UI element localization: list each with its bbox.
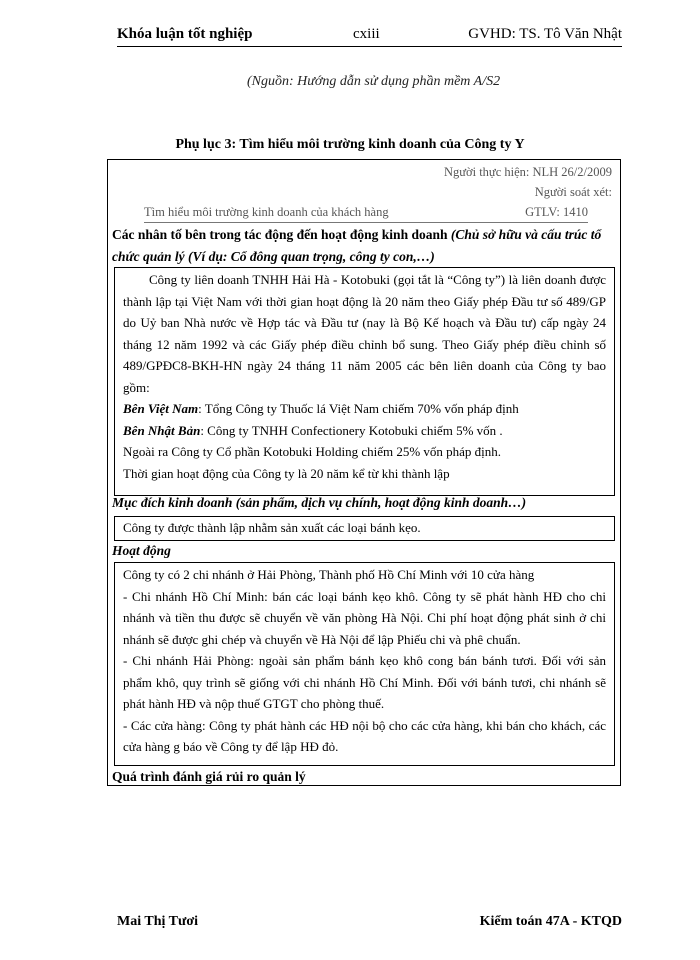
vietnam-party-text: : Tổng Công ty Thuốc lá Việt Nam chiếm 70% vốn pháp định bbox=[198, 401, 519, 416]
japan-party-text: : Công ty TNHH Confectionery Kotobuki chiếm 5% vốn . bbox=[200, 422, 503, 438]
section-internal-factors-heading bbox=[112, 224, 616, 268]
operating-period-line: Thời gian hoạt động của Công ty là 20 năm kể từ khi thành lập bbox=[123, 465, 450, 481]
japan-party-label: Bên Nhật Bản bbox=[123, 422, 201, 438]
footer-author: Mai Thị Tươi bbox=[117, 914, 198, 929]
working-paper-form bbox=[107, 159, 621, 786]
vietnam-party-line bbox=[123, 398, 606, 420]
haiphong-branch-paragraph: - Chi nhánh Hải Phòng: ngoài sản phẩm bánh kẹo khô cong bán bánh tươi. Đối với sản phẩm khô, quy trình sẽ giống với chi nhánh Hồ Chí Minh. Đối với bánh tươi, chi nhánh sẽ phát hành HĐ và nộp thuế GTGT cho phòng thuế. bbox=[123, 653, 606, 711]
footer-class: Kiểm toán 47A - KTQD bbox=[479, 914, 622, 929]
section-internal-factors-title: Các nhân tố bên trong tác động đến hoạt động kinh doanh bbox=[112, 227, 451, 242]
header-thesis-title: Khóa luận tốt nghiệp bbox=[117, 26, 253, 42]
business-purpose-box bbox=[114, 516, 615, 541]
section-internal-factors-subtitle: (Chủ sở hữu và cấu trúc tổ chức quản lý (Ví dụ: Cổ đông quan trọng, công ty con,…) bbox=[112, 227, 602, 264]
section-risk-assessment-heading: Quá trình đánh giá rủi ro quản lý bbox=[112, 769, 306, 784]
section-business-purpose-heading: Mục đích kinh doanh (sản phẩm, dịch vụ chính, hoạt động kinh doanh…) bbox=[112, 495, 527, 510]
header-page-number: cxiii bbox=[353, 26, 380, 42]
stores-paragraph: - Các cửa hàng: Công ty phát hành các HĐ nội bộ cho các cửa hàng, khi bán cho khách, các cửa hàng g báo về Công ty để lập HĐ đỏ. bbox=[123, 717, 606, 754]
document-title-line bbox=[144, 205, 588, 223]
operations-box bbox=[114, 562, 615, 766]
internal-factors-box bbox=[114, 267, 615, 496]
source-note: (Nguồn: Hướng dẫn sử dụng phần mềm A/S2 bbox=[247, 74, 501, 89]
page-footer bbox=[117, 914, 622, 936]
company-intro-paragraph: Công ty liên doanh TNHH Hải Hà - Kotobuki (gọi tắt là “Công ty”) là liên doanh được thành lập tại Việt Nam với thời gian hoạt động là 20 năm theo Giấy phép Đầu tư số 489/GP do Uỷ ban Nhà nước về Hợp tác và Đầu tư (nay là Bộ Kế hoạch và Đầu tư) cấp ngày 24 tháng 12 năm 1992 và các Giấy phép điều chỉnh bổ sung. Theo Giấy phép điều chỉnh số 489/GPĐC8-BKH-HN ngày 24 tháng 11 năm 2005 các bên liên doanh của Công ty bao gồm: bbox=[123, 272, 606, 395]
vietnam-party-label: Bên Việt Nam bbox=[123, 401, 199, 416]
performer-line: Người thực hiện: NLH 26/2/2009 bbox=[443, 165, 612, 179]
other-shareholder-line: Ngoài ra Công ty Cổ phần Kotobuki Holding chiếm 25% vốn pháp định. bbox=[123, 444, 502, 459]
appendix-title: Phụ lục 3: Tìm hiểu môi trường kinh doanh của Công ty Y bbox=[175, 137, 525, 152]
header-supervisor: GVHD: TS. Tô Văn Nhật bbox=[468, 26, 622, 42]
reviewer-line: Người soát xét: bbox=[534, 185, 612, 199]
page-header bbox=[117, 24, 622, 47]
working-paper-ref: GTLV: 1410 bbox=[525, 205, 588, 219]
document-title: Tìm hiểu môi trường kinh doanh của khách hàng bbox=[144, 205, 389, 219]
hcm-branch-paragraph: - Chi nhánh Hồ Chí Minh: bán các loại bánh kẹo khô. Công ty sẽ phát hành HĐ cho chi nhánh và tiền thu được sẽ chuyển về văn phòng Hà Nội. Chi phí hoạt động phát sinh ở chi nhánh sẽ được ghi chép và chuyển về Hà Nội để lập Phiếu chi và phê chuẩn. bbox=[123, 588, 606, 647]
branches-line: Công ty có 2 chi nhánh ở Hải Phòng, Thành phố Hồ Chí Minh với 10 cửa hàng bbox=[123, 567, 535, 582]
japan-party-line bbox=[123, 420, 606, 442]
business-purpose-text: Công ty được thành lập nhằm sản xuất các loại bánh kẹo. bbox=[123, 520, 421, 535]
section-operations-heading: Hoạt động bbox=[112, 543, 171, 558]
